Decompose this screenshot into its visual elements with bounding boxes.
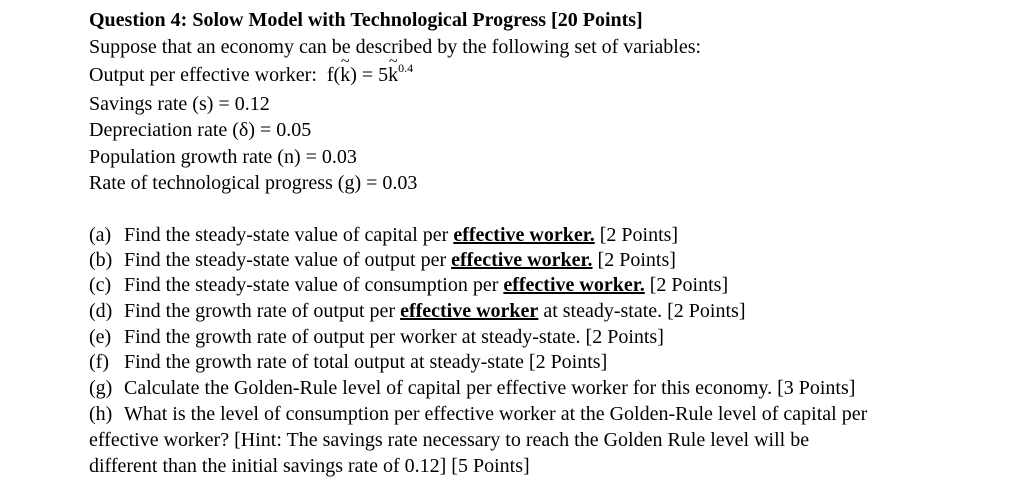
population-growth: Population growth rate (n) = 0.03 xyxy=(89,146,357,168)
savings-rate: Savings rate (s) = 0.12 xyxy=(89,93,270,115)
part-text: Find the steady-state value of consumption per xyxy=(124,274,504,296)
part-e xyxy=(89,325,664,349)
output-label: Output per effective worker: xyxy=(89,64,317,86)
exponent: 0.4 xyxy=(398,61,414,75)
part-label: (b) xyxy=(89,249,113,271)
part-text: Find the steady-state value of capital per xyxy=(124,224,454,246)
points: [2 Points] xyxy=(592,249,676,271)
part-label: (e) xyxy=(89,326,112,348)
part-label: (c) xyxy=(89,274,112,296)
tech-progress: Rate of technological progress (g) = 0.03 xyxy=(89,172,418,194)
production-function xyxy=(89,63,413,87)
part-d xyxy=(89,299,746,323)
question-title: Question 4: Solow Model with Technological Progress [20 Points] xyxy=(89,9,643,31)
part-c xyxy=(89,273,728,297)
formula-eq: ) = 5 xyxy=(350,64,389,86)
emphasis: effective worker xyxy=(400,300,539,322)
part-label: (h) xyxy=(89,403,113,425)
part-label: (d) xyxy=(89,300,113,322)
formula-f: f( xyxy=(326,64,341,86)
k-tilde: ~ k xyxy=(340,63,350,87)
part-h-line3: different than the initial savings rate of 0.12] [5 Points] xyxy=(89,455,530,477)
part-h-line2: effective worker? [Hint: The savings rate necessary to reach the Golden Rule level will be xyxy=(89,429,810,451)
intro-text: Suppose that an economy can be described by the following set of variables: xyxy=(89,36,702,58)
part-g xyxy=(89,376,855,400)
part-label: (a) xyxy=(89,224,112,246)
emphasis: effective worker. xyxy=(451,249,593,271)
part-label: (g) xyxy=(89,377,113,399)
points: at steady-state. [2 Points] xyxy=(538,300,746,322)
part-f xyxy=(89,350,607,374)
part-text: What is the level of consumption per effective worker at the Golden-Rule level of capital per xyxy=(124,403,868,425)
part-text: Find the growth rate of output per xyxy=(124,300,401,322)
part-text: Calculate the Golden-Rule level of capital per effective worker for this economy. [3 Points] xyxy=(124,377,856,399)
emphasis: effective worker. xyxy=(453,224,595,246)
part-text: Find the steady-state value of output per xyxy=(124,249,452,271)
part-text: Find the growth rate of total output at steady-state [2 Points] xyxy=(124,351,608,373)
part-text: Find the growth rate of output per worker at steady-state. [2 Points] xyxy=(124,326,664,348)
part-a xyxy=(89,223,678,247)
emphasis: effective worker. xyxy=(503,274,645,296)
points: [2 Points] xyxy=(594,224,679,246)
part-h xyxy=(89,402,867,426)
depreciation-rate: Depreciation rate (δ) = 0.05 xyxy=(89,119,312,141)
k-tilde-2: ~ k xyxy=(388,63,398,87)
part-b xyxy=(89,248,676,272)
points: [2 Points] xyxy=(644,274,729,296)
part-label: (f) xyxy=(89,351,109,373)
